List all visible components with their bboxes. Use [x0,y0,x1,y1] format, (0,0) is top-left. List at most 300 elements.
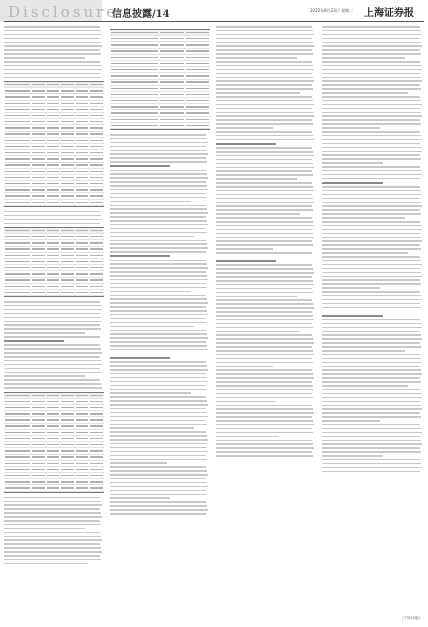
text-line [322,283,421,285]
table-cell [5,475,30,476]
table-cell [32,230,45,231]
table-cell [186,44,210,45]
table-cell [32,261,45,262]
text-line [110,447,207,449]
table-cell [90,419,103,420]
text-line [216,268,313,270]
text-line [322,405,421,407]
table-cell [90,267,103,268]
table-cell [76,115,89,116]
text-line [322,369,421,371]
table-cell [32,425,45,426]
text-line [322,112,421,114]
table-cell [47,84,60,85]
table-cell [90,171,103,172]
text-line [4,38,100,40]
text-line [4,313,100,315]
text-line [322,358,421,360]
text-line [322,260,421,262]
table-cell [32,401,45,402]
text-line [322,331,420,333]
table-cell [61,463,74,464]
text-line [216,178,297,180]
table-cell [90,127,103,128]
table-cell [160,100,184,101]
table-cell [32,450,45,451]
table-cell [186,119,210,120]
table-cell [111,50,158,51]
table-cell [76,286,89,287]
table-cell [76,444,89,445]
text-line [322,279,420,281]
table-cell [61,127,74,128]
text-line [216,198,313,200]
table-cell [90,401,103,402]
table-cell [47,236,60,237]
table-cell [5,164,30,165]
table-cell [160,119,184,120]
text-line [322,319,420,321]
text-line [110,283,206,285]
table-cell [5,292,30,293]
text-line [216,447,314,449]
table-row [110,123,210,129]
text-line [4,223,100,225]
text-line [110,208,207,210]
table-cell [186,112,210,113]
table-cell [90,183,103,184]
text-line [216,108,312,110]
column-2 [110,26,210,620]
table-cell [76,261,89,262]
text-line [216,366,273,368]
table-cell [111,112,158,113]
text-line [216,299,312,301]
table-cell [61,158,74,159]
text-line [4,360,101,362]
section-heading [110,357,170,359]
table-cell [61,407,74,408]
text-line [110,197,207,199]
table-cell [47,425,60,426]
table-cell [61,444,74,445]
text-line [216,170,312,172]
text-line [216,163,313,165]
table-cell [90,279,103,280]
table-cell [5,177,30,178]
table-cell [47,407,60,408]
text-line [110,138,207,140]
text-line [322,303,420,305]
table-cell [76,432,89,433]
table-cell [76,121,89,122]
text-line [4,57,85,59]
text-line [4,551,102,553]
text-line [4,352,102,354]
text-line [110,260,206,262]
table-cell [5,236,30,237]
text-line [4,26,100,28]
table-cell [61,456,74,457]
table-cell [90,109,103,110]
table-cell [160,112,184,113]
text-line [216,272,314,274]
text-line [216,338,313,340]
table-cell [76,475,89,476]
table-cell [47,121,60,122]
text-line [4,508,100,510]
text-line [4,309,102,311]
table-cell [5,183,30,184]
table-cell [160,94,184,95]
text-line [216,217,312,219]
table-cell [47,487,60,488]
text-line [110,470,207,472]
column-4 [322,26,424,620]
table-cell [32,475,45,476]
table-cell [47,152,60,153]
table-cell [76,450,89,451]
text-line [110,482,207,484]
text-line [322,202,421,204]
text-line [322,42,421,44]
text-line [216,92,300,94]
table-cell [5,401,30,402]
text-line [110,369,208,371]
table-cell [61,140,74,141]
table-cell [160,106,184,107]
text-line [110,439,208,441]
text-line [216,264,312,266]
text-line [110,424,207,426]
table-cell [160,38,184,39]
table-cell [76,202,89,203]
table-cell [32,255,45,256]
text-line [110,322,207,324]
table-row [4,200,104,206]
text-line [322,158,421,160]
text-line [322,467,422,469]
table-cell [5,146,30,147]
table-cell [111,94,158,95]
text-line [322,401,420,403]
table-cell [32,236,45,237]
text-line [322,334,421,336]
text-line [4,543,100,545]
text-line [216,350,313,352]
text-line [216,292,313,294]
text-line [110,157,206,159]
text-line [322,45,422,47]
table-cell [61,425,74,426]
table-cell [76,395,89,396]
text-line [4,547,101,549]
table-cell [32,115,45,116]
table-cell [47,103,60,104]
text-line [322,205,422,207]
text-line [322,65,421,67]
table-cell [90,481,103,482]
table-cell [5,230,30,231]
text-line [216,119,312,121]
text-line [4,219,102,221]
text-line [110,474,208,476]
section-heading [322,182,383,184]
table-cell [90,158,103,159]
text-line [216,38,312,40]
table-cell [61,438,74,439]
table-cell [61,202,74,203]
text-line [216,440,312,442]
text-line [4,364,102,366]
table-cell [61,121,74,122]
text-line [322,264,422,266]
table-cell [111,75,158,76]
table-cell [61,84,74,85]
text-line [110,247,208,249]
text-line [216,69,314,71]
table-cell [5,84,30,85]
text-line [4,528,85,530]
table-cell [90,230,103,231]
table-cell [90,84,103,85]
text-line [4,301,100,303]
text-line [322,471,420,473]
text-line [216,358,312,360]
text-line [216,182,312,184]
text-line [216,276,312,278]
text-line [322,233,420,235]
text-line [322,73,420,75]
text-line [322,299,422,301]
text-line [110,443,206,445]
text-line [4,53,101,55]
text-line [216,408,313,410]
text-line [322,443,422,445]
text-line [110,505,207,507]
text-line [110,251,206,253]
text-line [110,337,208,339]
table-cell [90,248,103,249]
table-cell [5,261,30,262]
table-cell [47,171,60,172]
table-cell [186,38,210,39]
table-cell [5,273,30,274]
table-cell [90,133,103,134]
text-line [322,256,420,258]
text-line [110,513,206,515]
table-cell [61,432,74,433]
text-line [322,295,421,297]
table-cell [61,419,74,420]
text-line [110,177,208,179]
column-3 [216,26,316,620]
text-line [110,236,194,238]
section-title: 信息披露/14 [112,9,170,20]
section-heading [216,143,276,145]
text-line [216,45,314,47]
table-cell [5,140,30,141]
table-cell [61,133,74,134]
text-line [4,305,101,307]
text-line [216,389,314,391]
table-cell [5,481,30,482]
table-cell [32,164,45,165]
table-cell [76,195,89,196]
table-cell [90,96,103,97]
table-cell [90,189,103,190]
text-line [216,397,313,399]
table-cell [5,195,30,196]
text-line [216,240,312,242]
issue-date: 2022年8月23日 星期二 [310,8,354,13]
table-cell [47,469,60,470]
text-line [4,379,100,381]
text-line [4,42,101,44]
text-line [110,490,206,492]
text-line [110,494,207,496]
text-line [4,45,102,47]
text-line [322,248,421,250]
table-cell [32,183,45,184]
table-cell [47,279,60,280]
table-cell [90,469,103,470]
table-cell [76,248,89,249]
newspaper-name: 上海证券报 [364,8,414,19]
text-line [110,189,208,191]
table-cell [47,286,60,287]
section-heading [110,255,170,257]
text-line [4,536,101,538]
table-cell [111,125,158,126]
text-line [110,240,206,242]
text-line [216,135,313,137]
table-cell [5,444,30,445]
table-cell [47,438,60,439]
table-cell [5,189,30,190]
text-line [110,153,208,155]
table-cell [61,279,74,280]
text-line [216,159,312,161]
table-cell [90,146,103,147]
table-cell [5,425,30,426]
table-cell [32,195,45,196]
text-line [322,244,420,246]
text-line [110,271,206,273]
table-cell [111,81,158,82]
table-cell [32,407,45,408]
text-line [322,397,422,399]
text-line [110,220,207,222]
text-line [216,323,312,325]
text-line [110,509,208,511]
text-line [216,455,313,457]
table-row [4,485,104,491]
text-line [322,373,422,375]
table-cell [186,69,210,70]
table-cell [5,413,30,414]
table-cell [47,255,60,256]
table-cell [90,413,103,414]
table-cell [76,103,89,104]
table-cell [61,96,74,97]
table-cell [32,103,45,104]
text-line [322,408,422,410]
table-cell [32,487,45,488]
text-line [216,65,313,67]
table-cell [32,121,45,122]
text-line [216,100,313,102]
text-line [216,174,313,176]
text-line [322,307,421,309]
text-line [216,424,314,426]
text-line [4,324,100,326]
text-line [4,512,101,514]
text-line [322,432,422,434]
text-line [216,186,313,188]
text-line [4,356,100,358]
text-line [110,181,206,183]
text-line [322,92,408,94]
table-cell [47,133,60,134]
text-line [322,420,380,422]
text-line [110,462,167,464]
text-line [216,303,313,305]
text-line [322,350,405,352]
text-line [4,344,100,346]
text-line [322,96,420,98]
text-line [110,466,206,468]
text-line [216,252,312,254]
table-cell [160,57,184,58]
text-line [216,42,313,44]
table-cell [61,164,74,165]
text-line [216,385,313,387]
text-line [4,321,102,323]
table-cell [76,177,89,178]
table-cell [76,407,89,408]
table-cell [47,146,60,147]
table-cell [160,69,184,70]
text-line [216,362,313,364]
text-line [216,26,312,28]
text-line [322,440,421,442]
table-cell [76,413,89,414]
table-cell [186,94,210,95]
text-line [322,119,420,121]
text-line [322,57,405,59]
table-cell [47,273,60,274]
text-line [110,150,207,152]
table-cell [32,158,45,159]
text-line [322,237,421,239]
text-line [322,162,383,164]
text-line [110,478,206,480]
text-line [4,383,101,385]
text-line [4,501,101,503]
table-cell [32,432,45,433]
text-line [322,272,421,274]
table-cell [111,88,158,89]
table-cell [111,38,158,39]
text-line [322,385,408,387]
text-line [4,211,100,213]
text-line [4,524,101,526]
text-line [322,342,420,344]
table-cell [32,242,45,243]
table-cell [90,255,103,256]
table-cell [76,171,89,172]
